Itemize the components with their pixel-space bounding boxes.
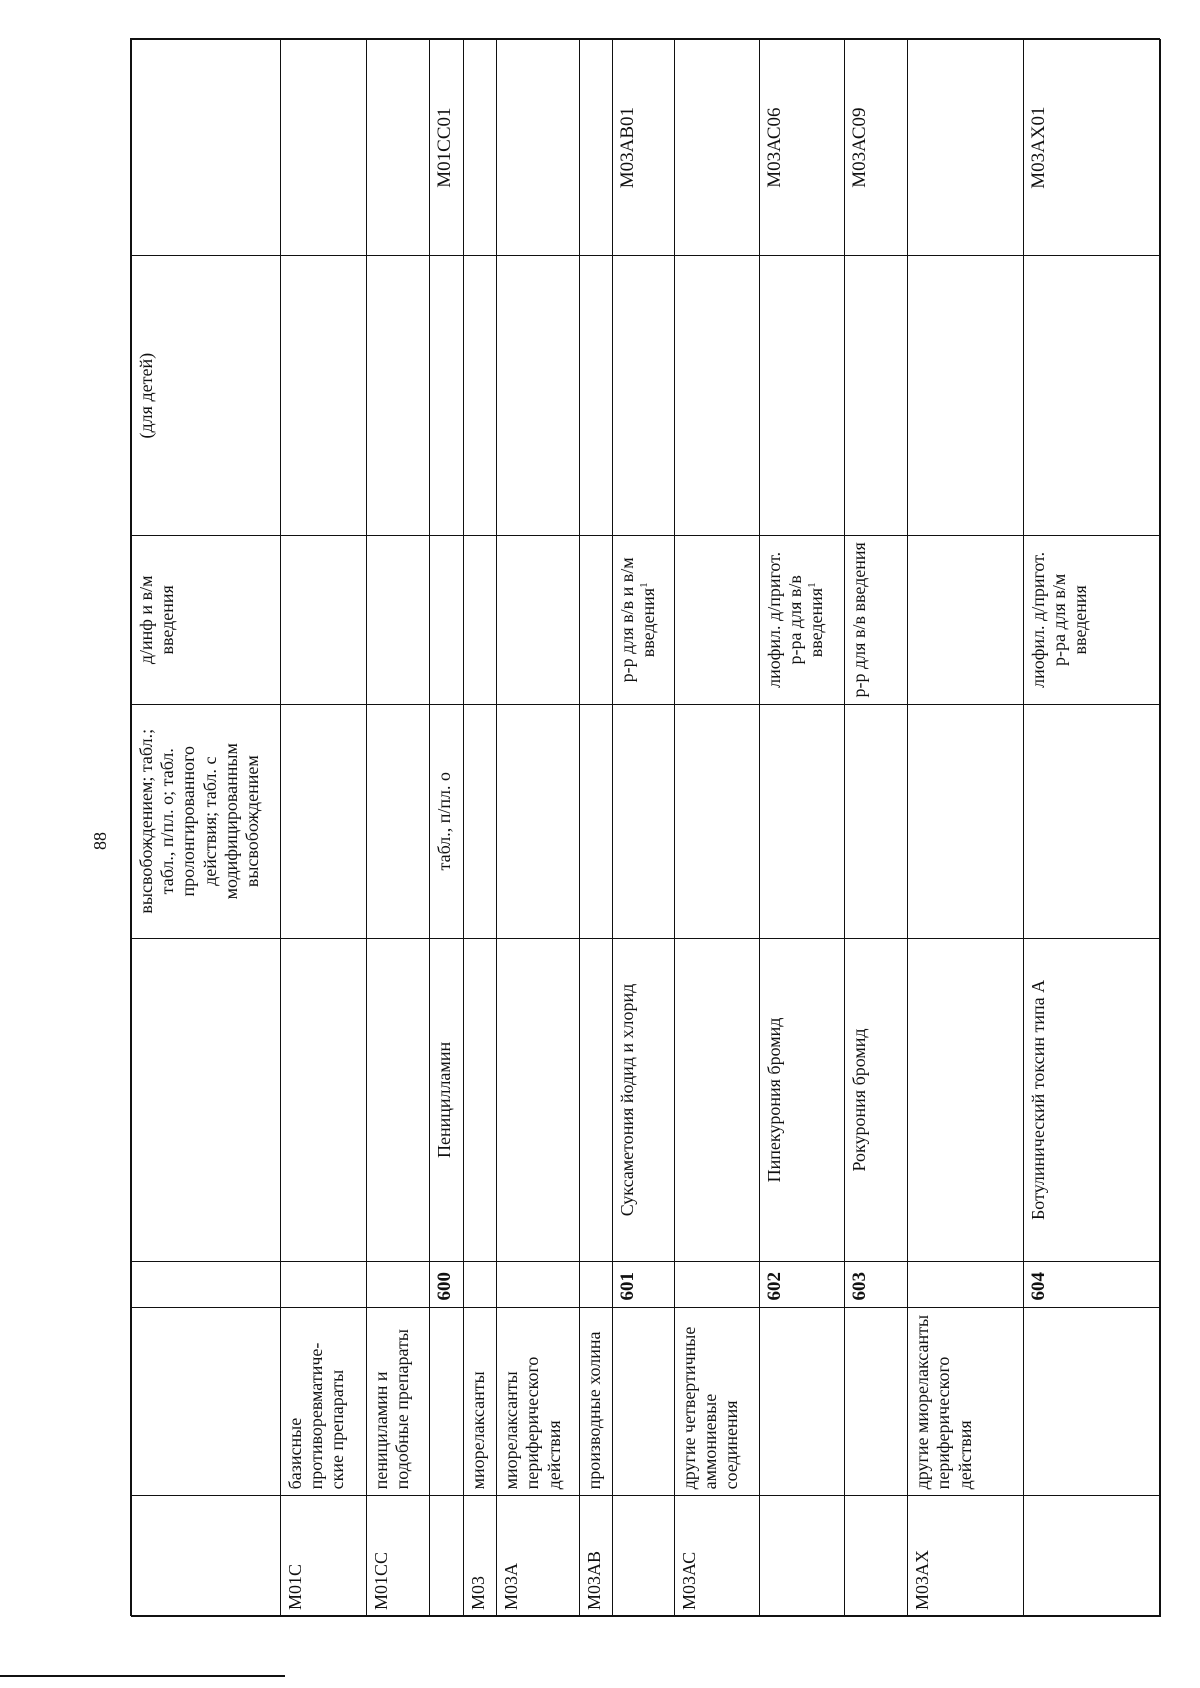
drug-name	[497, 938, 580, 1261]
table-row	[612, 40, 674, 1617]
dosage-form-injection	[674, 536, 759, 704]
atc-code: М03АХ01	[1023, 40, 1160, 256]
atc-group-code	[132, 1496, 281, 1617]
atc-code	[908, 40, 1024, 256]
item-number	[280, 1262, 366, 1308]
item-number	[674, 1262, 759, 1308]
atc-code	[366, 40, 429, 256]
atc-group-name: производные холина	[579, 1307, 612, 1496]
dosage-form: высвобождением; табл.; табл., п/пл. о; табл. пролонгированного действия; табл. с модифицированным высвобождением	[132, 704, 281, 938]
drug-name	[132, 938, 281, 1261]
table-row	[844, 40, 907, 1617]
note	[497, 256, 580, 536]
table-row	[759, 40, 844, 1617]
footnote-divider	[0, 1675, 285, 1677]
item-number: 600	[429, 1262, 463, 1308]
dosage-form-injection	[366, 536, 429, 704]
footnote-marker: 1	[638, 582, 651, 588]
atc-code: М03АС06	[759, 40, 844, 256]
atc-group-code: М03А	[497, 1496, 580, 1617]
note	[464, 256, 497, 536]
atc-code	[497, 40, 580, 256]
footnote-marker: 1	[806, 582, 819, 588]
atc-group-name: миорелаксанты периферического действия	[497, 1307, 580, 1496]
atc-code: М01СС01	[429, 40, 463, 256]
note: (для детей)	[132, 256, 281, 536]
atc-group-code: М03	[464, 1496, 497, 1617]
atc-code	[132, 40, 281, 256]
dosage-form-injection: р-р для в/в введения	[844, 536, 907, 704]
dosage-form-injection: р-р для в/в и в/м введения$^1$	[612, 536, 674, 704]
dosage-form	[464, 704, 497, 938]
atc-group-code: М03АС	[674, 1496, 759, 1617]
dosage-form-injection: лиофил. д/пригот. р-ра для в/в введения$^1$	[759, 536, 844, 704]
drug-name: Рокурония бромид	[844, 938, 907, 1261]
dosage-form	[1023, 704, 1160, 938]
table-row	[280, 40, 366, 1617]
atc-group-name: пенициламин и подобные препараты	[366, 1307, 429, 1496]
atc-group-code: М03АВ	[579, 1496, 612, 1617]
drug-name: Ботулинический токсин типа А	[1023, 938, 1160, 1261]
item-number	[366, 1262, 429, 1308]
table-row	[908, 40, 1024, 1617]
atc-code	[579, 40, 612, 256]
dosage-form-injection: д/инф и в/м введения	[132, 536, 281, 704]
atc-group-code	[1023, 1496, 1160, 1617]
table-row	[132, 40, 281, 1617]
atc-group-name	[1023, 1307, 1160, 1496]
drug-name	[579, 938, 612, 1261]
drug-name: Пеницилламин	[429, 938, 463, 1261]
note	[612, 256, 674, 536]
drug-name: Суксаметония йодид и хлорид	[612, 938, 674, 1261]
atc-code	[280, 40, 366, 256]
dosage-form-injection	[464, 536, 497, 704]
atc-group-name	[429, 1307, 463, 1496]
dosage-form	[844, 704, 907, 938]
table-row	[1023, 40, 1160, 1617]
atc-group-name	[844, 1307, 907, 1496]
note	[1023, 256, 1160, 536]
atc-group-name: базисные противоревматиче-ские препараты	[280, 1307, 366, 1496]
atc-group-code	[759, 1496, 844, 1617]
drug-name	[674, 938, 759, 1261]
note	[366, 256, 429, 536]
dosage-form-injection: лиофил. д/пригот. р-ра для в/м введения	[1023, 536, 1160, 704]
atc-group-code: М01СС	[366, 1496, 429, 1617]
dosage-form	[759, 704, 844, 938]
table-row	[579, 40, 612, 1617]
atc-group-name	[132, 1307, 281, 1496]
dosage-form	[612, 704, 674, 938]
atc-code	[674, 40, 759, 256]
dosage-form	[280, 704, 366, 938]
item-number: 604	[1023, 1262, 1160, 1308]
table-row	[497, 40, 580, 1617]
dosage-form: табл., п/пл. о	[429, 704, 463, 938]
dosage-form-injection	[497, 536, 580, 704]
item-number: 602	[759, 1262, 844, 1308]
drug-name: Пипекурония бромид	[759, 938, 844, 1261]
item-number: 601	[612, 1262, 674, 1308]
table-row	[674, 40, 759, 1617]
item-number	[497, 1262, 580, 1308]
atc-group-name: другие четвертичные аммониевые соединения	[674, 1307, 759, 1496]
note	[429, 256, 463, 536]
note	[674, 256, 759, 536]
dosage-form	[674, 704, 759, 938]
dosage-form-injection	[429, 536, 463, 704]
drug-name	[280, 938, 366, 1261]
note	[280, 256, 366, 536]
atc-group-name	[759, 1307, 844, 1496]
dosage-form-injection	[280, 536, 366, 704]
table-row	[429, 40, 463, 1617]
atc-code: М03АВ01	[612, 40, 674, 256]
item-number	[908, 1262, 1024, 1308]
atc-code: М03АС09	[844, 40, 907, 256]
atc-group-name	[612, 1307, 674, 1496]
atc-group-code: М01С	[280, 1496, 366, 1617]
note	[579, 256, 612, 536]
table-row	[464, 40, 497, 1617]
atc-group-code	[844, 1496, 907, 1617]
dosage-form	[366, 704, 429, 938]
item-number: 603	[844, 1262, 907, 1308]
atc-group-name: другие миорелаксанты периферического действия	[908, 1307, 1024, 1496]
dosage-form	[497, 704, 580, 938]
dosage-form	[579, 704, 612, 938]
note	[844, 256, 907, 536]
table-row	[366, 40, 429, 1617]
drug-table	[131, 39, 1161, 1617]
drug-name	[908, 938, 1024, 1261]
dosage-form-injection	[908, 536, 1024, 704]
item-number	[579, 1262, 612, 1308]
dosage-form	[908, 704, 1024, 938]
note	[908, 256, 1024, 536]
drug-table-frame	[130, 38, 1160, 1616]
atc-group-name: миорелаксанты	[464, 1307, 497, 1496]
atc-group-code: М03АХ	[908, 1496, 1024, 1617]
page-number: 88	[89, 832, 110, 850]
drug-name	[464, 938, 497, 1261]
atc-code	[464, 40, 497, 256]
atc-group-code	[429, 1496, 463, 1617]
item-number	[464, 1262, 497, 1308]
item-number	[132, 1262, 281, 1308]
note	[759, 256, 844, 536]
drug-name	[366, 938, 429, 1261]
atc-group-code	[612, 1496, 674, 1617]
dosage-form-injection	[579, 536, 612, 704]
